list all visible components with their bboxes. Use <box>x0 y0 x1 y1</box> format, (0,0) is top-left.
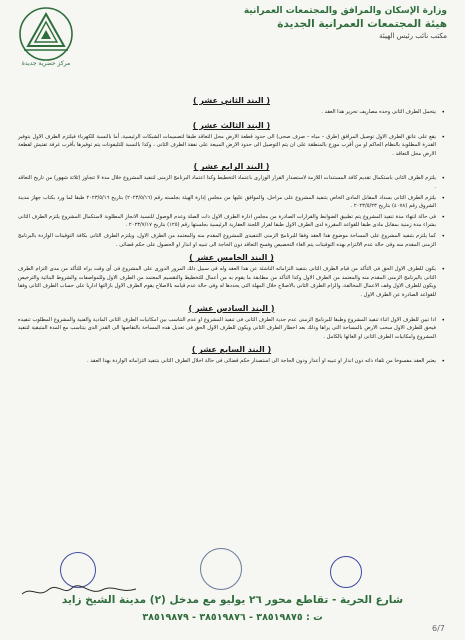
logo-caption: مركز حضرية جديدة <box>21 60 71 67</box>
letterhead <box>207 6 447 40</box>
ministry-name: وزارة الإسكان والمرافق والمجتمعات العمرانية <box>243 6 447 16</box>
footer-phones: ت : ٣٨٥١٩٨٧٥ - ٣٨٥١٩٨٧٦ - ٣٨٥١٩٨٧٩ <box>142 612 323 623</box>
clause-heading-12: ( البند الثاني عشر ) <box>192 96 271 105</box>
authority-logo-icon <box>14 4 78 68</box>
footer-address: شارع الحرية - تقاطع محور ٢٦ يوليو مع مدخل (٢) مدينة الشيخ زايد <box>61 594 404 606</box>
clause-paragraph: • يقع على عاتق الطرف الاول توصيل المرافق (طرق – مياه – صرف صحى) الى حدود قطعة الارض محل التعاقد طبقا لتصميمات الشبكات الرئيسية، أما بالنسبة للكهرباء فيلتزم الطرف الاول بتوفير القدرة المطلوبة بالنظام الحاكم او من أقرب موزع بالمنطقة على ان يتم التوصيل الى حدود الارض المبيعة على نفقة الطرف الثانى ، وكذا بالنسبة للتليفونات يتم توفيرها بأقرب غرفة تفتيش لقطعة الارض محل التعاقد . <box>18 133 445 157</box>
clause-paragraph: • اذا تبين للطرف الاول اثناء تنفيذ المشروع وطبقا للبرنامج الزمنى عدم جدية الطرف الثانى فى تنفيذ المشروع او عدم التناسب بين امكانيات الطرف الثانى المادية والفنية والمشروع المطلوب تنفيذه فيحق للطرف الاول سحب الارض بالمساحة التى يراها وذلك بعد اخطار الطرف الثانى ويكون للطرف الاول الحق فى تعديل هذه المساحة بالتقاصها الى القدر الذى يتناسب مع المدة المتبقية لتنفيذ المشروع وامكانيات الطرف الثانى او الغائها بالكامل . <box>18 316 445 340</box>
contract-body <box>18 92 445 368</box>
round-stamp-icon <box>60 552 96 588</box>
clause-paragraph: • يلتزم الطرف الثانى باستكمال تقديم كافة المستندات اللازمة لاستصدار القرار الوزارى باعتماد التخطيط وكذا اعتماد البرنامج الزمنى لتنفيذ المشروع خلال مدة لا تتجاوز (ثلاثة شهور) من تاريخ التعاقد . <box>18 175 445 190</box>
clause-heading-14: ( البند الرابع عشر ) <box>193 162 270 172</box>
clause-paragraph: • كما يلتزم بتنفيذ المشروع على المساحة موضوع هذا العقد وفقا للبرنامج الزمنى التنفيذى للمشروع المقدم منه والمعتمد من الطرف الاول، ويلتزم الطرف الثانى بكافة التوقيتات الواردة بالبرنامج الزمنى المقدم منه وفى حالة عدم الالتزام بهذه التوقيتات يتم الغاء التخصيص وفسخ التعاقد دون الحاجة الى تنبيه او انذار او الحصول على حكم قضائى . <box>18 232 445 248</box>
bullet-icon: • <box>441 358 445 366</box>
round-stamp-icon <box>330 556 362 588</box>
stamps-area <box>0 548 465 592</box>
bullet-icon: • <box>441 194 445 202</box>
page-number: 6/7 <box>432 624 445 633</box>
clause-paragraph: • يتحمل الطرف الثانى وحده مصاريف تحرير هذا العقد . <box>321 109 445 116</box>
bullet-icon: • <box>441 133 445 141</box>
bullet-icon: • <box>441 316 445 324</box>
authority-name: هيئة المجتمعات العمرانية الجديدة <box>277 18 447 30</box>
office-name: مكتب نائب رئيس الهيئة <box>379 32 447 40</box>
bullet-icon: • <box>441 175 445 183</box>
bullet-icon: • <box>441 266 445 274</box>
eagle-seal-icon <box>200 548 242 590</box>
clause-heading-17: ( البند السابع عشر ) <box>191 345 272 355</box>
clause-paragraph: • يكون للطرف الاول الحق فى التأكد من قيام الطرف الثانى بتنفيذ التزاماته الناشئة عن هذا العقد وله فى سبيل ذلك المرور الدورى على المشروع فى أى وقت يراه للتأكد من مدى التزام الطرف الثانى بالبرنامج الزمنى المقدم منه والمعتمد من الطرف الاول وكذا التأكد من مطابقة ما يقوم به من أعمال للتخطيط والتقسيم المعتمد من الطرف الاول وللمواصفات والشروط البنائية والترخيص ويكون للطرف الاول وقف الاعمال المخالفة، والزام الطرف الثانى بالاصلاح خلال المهلة التى يحددها له وفى حالة عدم قيامه بالاصلاح يقوم الطرف الاول بازالتها اداريا على حساب الطرف الثانى وفقا للقواعد الصادرة عن الطرف الاول . <box>18 266 445 298</box>
clause-paragraph: • فى حالة انتهاء مدة تنفيذ المشروع يتم تطبيق الضوابط والقرارات الصادرة من مجلس ادارة الطرف الاول ذات الصلة وعدم الوصول للنسبة الانجاز المطلوبة لاستكمال المشروع يلتزم الطرف الثانى بشراء مدة زمنية بمقابل مادى طبقا للقواعد المقررة لدى الطرف الاول طبقا لقرار اللجنة العقارية الرئيسية بجلستها رقم (١٢٥) بتاريخ ٢٠٢٣/٧/١٧ . <box>18 213 445 229</box>
bullet-icon: • <box>441 213 445 221</box>
bullet-icon: • <box>441 109 445 116</box>
clause-heading-15: ( البند الخامس عشر ) <box>189 253 274 263</box>
clause-heading-16: ( البند السادس عشر ) <box>188 303 275 313</box>
bullet-icon: • <box>441 232 445 240</box>
clause-paragraph: • يعتبر العقد مفسوخا من تلقاء ذاته دون انذار او تنبيه او أعذار ودون الحاجة الى استصدار حكم قضائى فى حالة اخلال الطرف الثانى بتنفيذ التزاماته الواردة بهذا العقد . <box>86 358 445 366</box>
clause-paragraph: • يلتزم الطرف الثانى بسداد المقابل المادى الخاص بتنفيذ المشروع على مراحل، والموافق عليها من مجلس إدارة الهيئة بجلسته رقم (٢٠٢٣/٥/١٦) بتاريخ ٢٠٢٣/٥/١٦ طبقا لما ورد بكتاب جهاز مدينة الشروق رقم (٤٠٧٨) بتاريخ ٢٠٢٣/٥/٢٣ . <box>18 194 445 210</box>
clause-heading-13: ( البند الثالث عشر ) <box>192 120 271 130</box>
